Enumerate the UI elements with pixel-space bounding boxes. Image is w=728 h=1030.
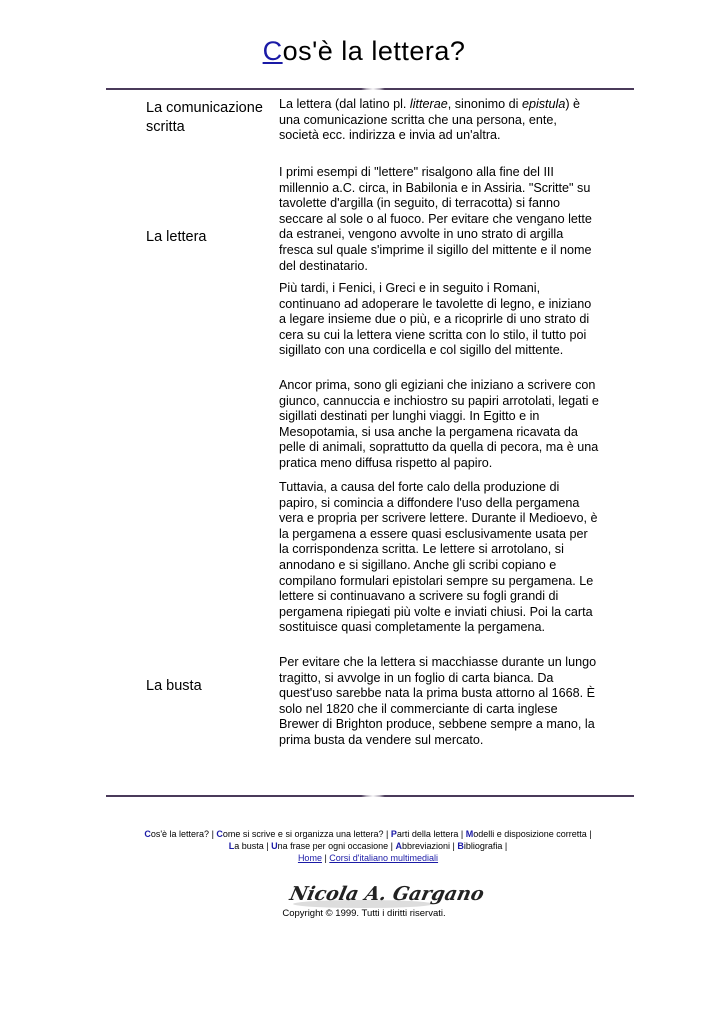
nav-link-frase[interactable]: Una frase per ogni occasione xyxy=(271,841,389,851)
bottom-divider xyxy=(106,795,634,797)
signature-text: Nicola A. Gargano xyxy=(287,882,487,905)
paragraph-envelope: Per evitare che la lettera si macchiasse durante un lungo tragitto, si avvolge in un foglio di carta bianca. Da quest'uso sarebbe nata la prima busta attorno al 1668. È solo nel 1820 che il commerciante di carta inglese Brewer di Brighton produce, sebbene sempre a mano, la prima busta da vendere sul mercato. xyxy=(279,655,597,747)
section-label-lettera: La lettera xyxy=(146,229,207,245)
home-link[interactable]: Home xyxy=(297,853,322,863)
top-divider xyxy=(106,88,634,90)
section-label-busta: La busta xyxy=(146,678,202,694)
page-title xyxy=(0,36,728,67)
nav-link-parti[interactable]: Parti della lettera xyxy=(390,829,459,839)
courses-link[interactable]: Corsi d'italiano multimediali xyxy=(329,853,439,863)
nav-link-cose[interactable]: Cos'è la lettera? xyxy=(144,829,210,839)
nav-link-modelli[interactable]: Modelli e disposizione corretta xyxy=(465,829,587,839)
paragraph-parchment: Tuttavia, a causa del forte calo della produzione di papiro, si comincia a diffondere l'uso della pergamena vera e propria per scrivere lettere. Durante il Medioevo, è la pergamena a essere quasi esclusivamente usata per la corrispondenza scritta. Le lettere si arrotolano, si annodano e si sigillano. Anche gli scribi copiano e compilano formulari epistolari sempre su pergamena. Le lettere si continuavano a scrivere su fogli grandi di pergamena ripiegati più volte e inviati chiusi. Poi la carta sostituisce quasi completamente la pergamena. xyxy=(279,480,598,635)
nav-link-abbreviazioni[interactable]: Abbreviazioni xyxy=(395,841,451,851)
copyright-text: Copyright © 1999. Tutti i diritti riservati. xyxy=(282,908,446,919)
title-rest: os'è la lettera? xyxy=(282,36,466,66)
paragraph-definition: La lettera (dal latino pl. litterae, sinonimo di epistula) è una comunicazione scritta che una persona, ente, società ecc. indirizza e invia ad un'altra. xyxy=(279,97,581,143)
signature-logo xyxy=(287,876,487,910)
title-initial: C xyxy=(262,36,283,66)
paragraph-papyrus: Ancor prima, sono gli egiziani che iniziano a scrivere con giunco, cannuccia e inchiostro su papiri arrotolati, legati e sigillati destinati per lunghi viaggi. In Egitto e in Mesopotamia, si usa anche la pergamena ricavata da pelle di animali, soprattutto da quella di pecora, ma è una pratica meno diffusa rispetto al papiro. xyxy=(279,378,599,470)
footer-nav: Cos'è la lettera? | Come si scrive e si organizza una lettera? | Parti della lettera | Modelli e disposizione corretta | La busta | Una frase per ogni occasione | Abbreviazioni | Bibliografia | Home | Corsi d'italiano multimediali xyxy=(144,829,592,863)
paragraph-tablets: Più tardi, i Fenici, i Greci e in seguito i Romani, continuano ad adoperare le tavolette di legno, e iniziano a legare insieme due o più, e a ricoprirle di uno strato di cera su cui la lettera viene scritta con lo stilo, il tutto poi sigillato con una cordicella e col sigillo del mittente. xyxy=(279,281,592,358)
nav-link-come[interactable]: Come si scrive e si organizza una lettera? xyxy=(216,829,384,839)
section-label-comunicazione: La comunicazione scritta xyxy=(146,100,263,135)
nav-link-busta[interactable]: La busta xyxy=(228,841,264,851)
paragraph-origins: I primi esempi di "lettere" risalgono alla fine del III millennio a.C. circa, in Babilonia e in Assiria. "Scritte" su tavolette d'argilla (in seguito, di terracotta) si fanno seccare al sole o al fuoco. Per evitare che vengano lette da estranei, vengono avvolte in uno strato di argilla fresca sul quale s'imprime il sigillo del mittente e il nome del destinatario. xyxy=(279,165,592,273)
nav-link-bibliografia[interactable]: Bibliografia xyxy=(457,841,503,851)
